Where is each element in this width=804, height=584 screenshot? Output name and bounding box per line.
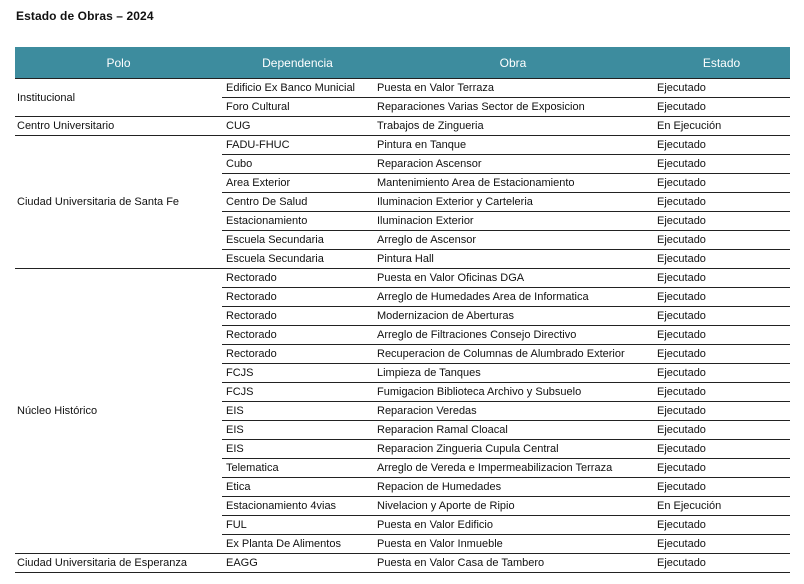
cell-obra: Trabajos de Zingueria	[373, 117, 653, 136]
cell-dependencia: CUG	[222, 117, 373, 136]
cell-estado: Ejecutado	[653, 459, 790, 478]
cell-obra: Modernizacion de Aberturas	[373, 307, 653, 326]
cell-polo: Ciudad Universitaria de Esperanza	[15, 554, 222, 573]
cell-estado: Ejecutado	[653, 516, 790, 535]
cell-obra: Fumigacion Biblioteca Archivo y Subsuelo	[373, 383, 653, 402]
cell-obra: Iluminacion Exterior y Carteleria	[373, 193, 653, 212]
cell-dependencia: Edificio Ex Banco Municial	[222, 79, 373, 98]
cell-estado: Ejecutado	[653, 269, 790, 288]
cell-estado: Ejecutado	[653, 231, 790, 250]
cell-estado: Ejecutado	[653, 98, 790, 117]
cell-dependencia: FCJS	[222, 364, 373, 383]
cell-obra: Puesta en Valor Inmueble	[373, 535, 653, 554]
cell-obra: Repacion de Humedades	[373, 478, 653, 497]
cell-estado: Ejecutado	[653, 136, 790, 155]
table-row	[15, 554, 790, 573]
cell-estado: Ejecutado	[653, 440, 790, 459]
cell-obra: Reparaciones Varias Sector de Exposicion	[373, 98, 653, 117]
table-body	[15, 79, 790, 573]
cell-estado: Ejecutado	[653, 478, 790, 497]
page-title: Estado de Obras – 2024	[16, 9, 154, 23]
cell-dependencia: FADU-FHUC	[222, 136, 373, 155]
cell-dependencia: EIS	[222, 421, 373, 440]
cell-polo: Núcleo Histórico	[15, 269, 222, 554]
table-header-row	[15, 47, 790, 79]
table-row	[15, 79, 790, 98]
cell-obra: Recuperacion de Columnas de Alumbrado Exterior	[373, 345, 653, 364]
cell-estado: Ejecutado	[653, 212, 790, 231]
cell-dependencia: Escuela Secundaria	[222, 231, 373, 250]
table-row	[15, 136, 790, 155]
cell-obra: Puesta en Valor Terraza	[373, 79, 653, 98]
cell-polo: Centro Universitario	[15, 117, 222, 136]
cell-estado: Ejecutado	[653, 364, 790, 383]
header-dependencia: Dependencia	[222, 47, 373, 79]
cell-dependencia: Area Exterior	[222, 174, 373, 193]
cell-estado: En Ejecución	[653, 117, 790, 136]
cell-obra: Limpieza de Tanques	[373, 364, 653, 383]
cell-dependencia: Etica	[222, 478, 373, 497]
cell-estado: Ejecutado	[653, 79, 790, 98]
cell-estado: Ejecutado	[653, 174, 790, 193]
table-row	[15, 269, 790, 288]
cell-dependencia: EIS	[222, 402, 373, 421]
cell-dependencia: Escuela Secundaria	[222, 250, 373, 269]
cell-estado: Ejecutado	[653, 421, 790, 440]
table-row	[15, 117, 790, 136]
cell-obra: Reparacion Zingueria Cupula Central	[373, 440, 653, 459]
cell-obra: Arreglo de Ascensor	[373, 231, 653, 250]
cell-estado: Ejecutado	[653, 193, 790, 212]
cell-obra: Pintura en Tanque	[373, 136, 653, 155]
cell-estado: Ejecutado	[653, 155, 790, 174]
cell-obra: Reparacion Ascensor	[373, 155, 653, 174]
cell-estado: Ejecutado	[653, 402, 790, 421]
cell-dependencia: FCJS	[222, 383, 373, 402]
cell-estado: Ejecutado	[653, 326, 790, 345]
cell-dependencia: Estacionamiento	[222, 212, 373, 231]
header-obra: Obra	[373, 47, 653, 79]
cell-obra: Puesta en Valor Casa de Tambero	[373, 554, 653, 573]
cell-dependencia: Rectorado	[222, 326, 373, 345]
cell-obra: Mantenimiento Area de Estacionamiento	[373, 174, 653, 193]
cell-obra: Puesta en Valor Oficinas DGA	[373, 269, 653, 288]
cell-obra: Puesta en Valor Edificio	[373, 516, 653, 535]
cell-obra: Reparacion Veredas	[373, 402, 653, 421]
cell-estado: Ejecutado	[653, 288, 790, 307]
cell-estado: Ejecutado	[653, 535, 790, 554]
cell-dependencia: Rectorado	[222, 288, 373, 307]
cell-dependencia: Cubo	[222, 155, 373, 174]
cell-obra: Reparacion Ramal Cloacal	[373, 421, 653, 440]
header-estado: Estado	[653, 47, 790, 79]
cell-dependencia: Rectorado	[222, 307, 373, 326]
cell-dependencia: Estacionamiento 4vias	[222, 497, 373, 516]
cell-polo: Institucional	[15, 79, 222, 117]
cell-obra: Arreglo de Filtraciones Consejo Directivo	[373, 326, 653, 345]
cell-obra: Nivelacion y Aporte de Ripio	[373, 497, 653, 516]
cell-estado: En Ejecución	[653, 497, 790, 516]
cell-dependencia: Centro De Salud	[222, 193, 373, 212]
cell-polo: Ciudad Universitaria de Santa Fe	[15, 136, 222, 269]
cell-obra: Iluminacion Exterior	[373, 212, 653, 231]
cell-dependencia: FUL	[222, 516, 373, 535]
cell-obra: Arreglo de Humedades Area de Informatica	[373, 288, 653, 307]
cell-dependencia: EIS	[222, 440, 373, 459]
cell-obra: Pintura Hall	[373, 250, 653, 269]
cell-dependencia: Telematica	[222, 459, 373, 478]
cell-estado: Ejecutado	[653, 554, 790, 573]
cell-dependencia: Foro Cultural	[222, 98, 373, 117]
cell-estado: Ejecutado	[653, 250, 790, 269]
obras-table	[15, 47, 790, 573]
header-polo: Polo	[15, 47, 222, 79]
cell-estado: Ejecutado	[653, 345, 790, 364]
cell-obra: Arreglo de Vereda e Impermeabilizacion Terraza	[373, 459, 653, 478]
cell-dependencia: Ex Planta De Alimentos	[222, 535, 373, 554]
cell-estado: Ejecutado	[653, 307, 790, 326]
cell-estado: Ejecutado	[653, 383, 790, 402]
cell-dependencia: Rectorado	[222, 345, 373, 364]
cell-dependencia: Rectorado	[222, 269, 373, 288]
cell-dependencia: EAGG	[222, 554, 373, 573]
